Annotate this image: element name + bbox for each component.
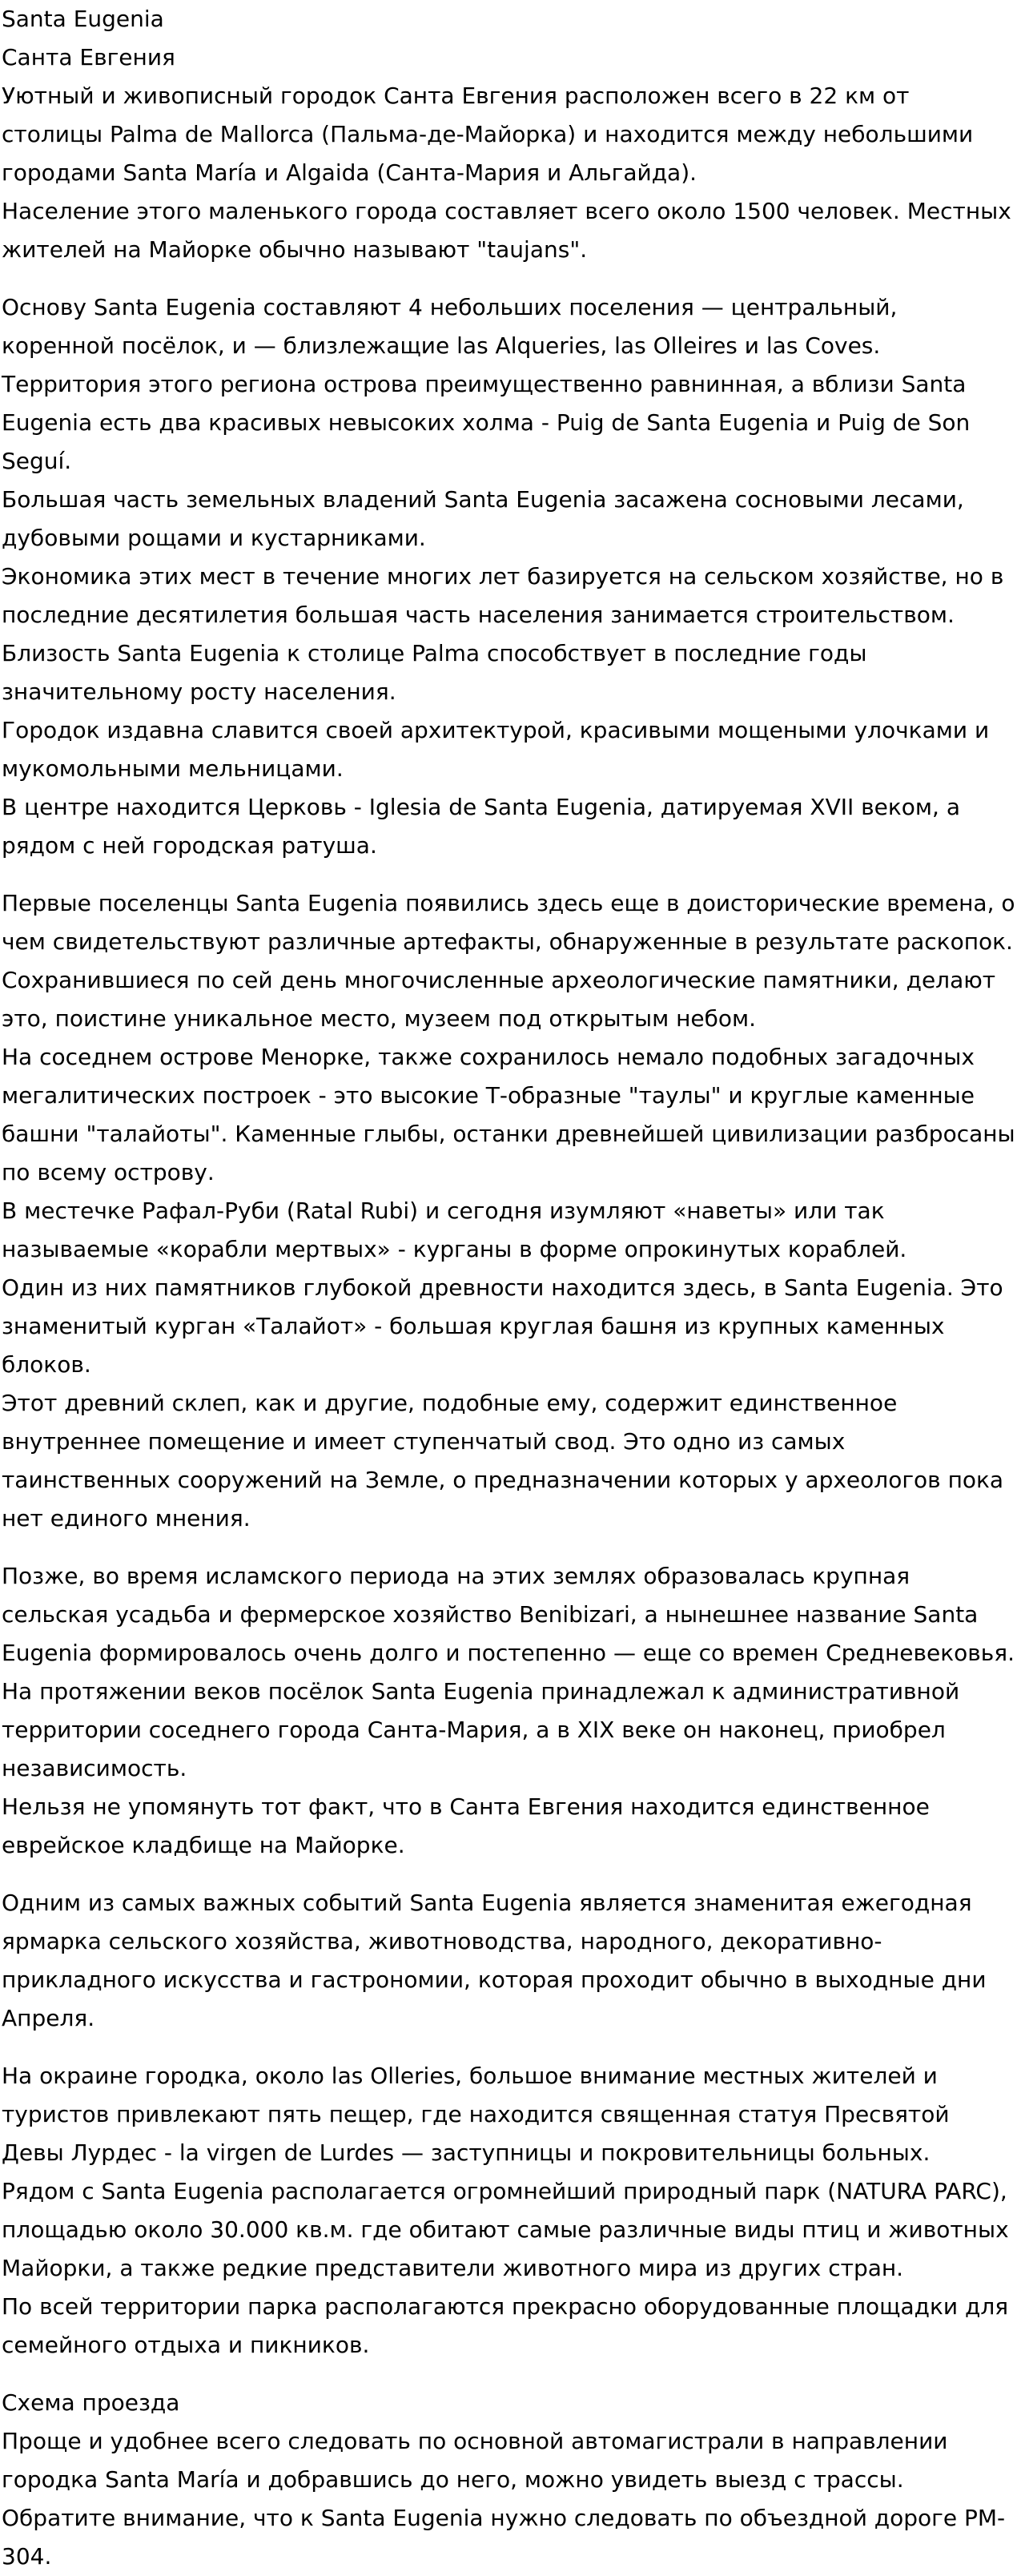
paragraph: Основу Santa Eugenia составляют 4 небольших поселения — центральный, коренной посёлок, и — близлежащие las Alqueries, las Olleires и las Coves. bbox=[2, 294, 898, 359]
document-title-latin: Santa Eugenia bbox=[2, 6, 164, 32]
section-intro bbox=[2, 77, 1017, 269]
paragraph: Сохранившиеся по сей день многочисленные археологические памятники, делают это, поистине уникальное место, музеем под открытым небом. bbox=[2, 967, 996, 1032]
paragraph: Позже, во время исламского периода на этих землях образовалась крупная сельская усадьба и фермерское хозяйство Benibizari, а нынешнее название Santa Eugenia формировалось очень долго и постепенно — еще со времен Средневековья. bbox=[2, 1563, 1015, 1666]
paragraph: Нельзя не упомянуть тот факт, что в Санта Евгения находится единственное еврейское кладбище на Майорке. bbox=[2, 1793, 930, 1858]
paragraph: На соседнем острове Менорке, также сохранилось немало подобных загадочных мегалитических построек - это высокие Т-образные "таулы" и круглые каменные башни "талайоты". Каменные глыбы, останки древнейшей цивилизации разбросаны по всему острову. bbox=[2, 1044, 1015, 1185]
paragraph: Одним из самых важных событий Santa Eugenia является знаменитая ежегодная ярмарка сельского хозяйства, животноводства, народного, декоративно-прикладного искусства и гастрономии, которая проходит обычно в выходные дни Апреля. bbox=[2, 1890, 987, 2031]
paragraph: Территория этого региона острова преимущественно равнинная, а вблизи Santa Eugenia есть два красивых невысоких холма - Puig de Santa Eugenia и Puig de Son Seguí. bbox=[2, 371, 971, 474]
paragraph: Первые поселенцы Santa Eugenia появились здесь еще в доисторические времена, о чем свидетельствуют различные артефакты, обнаруженные в результате раскопок. bbox=[2, 890, 1015, 955]
paragraph: В местечке Рафал-Руби (Ratal Rubi) и сегодня изумляют «наветы» или так называемые «корабли мертвых» - курганы в форме опрокинутых кораблей. bbox=[2, 1197, 907, 1262]
paragraph: Рядом с Santa Eugenia располагается огромнейший природный парк (NATURA PARC), площадью около 30.000 кв.м. где обитают самые различные виды птиц и животных Майорки, а также редкие представители животного мира из других стран. bbox=[2, 2178, 1009, 2281]
paragraph: На протяжении веков посёлок Santa Eugenia принадлежал к административной территории соседнего города Санта-Мария, а в XIX веке он наконец, приобрел независимость. bbox=[2, 1678, 960, 1781]
section-caves-park bbox=[2, 2057, 1017, 2365]
paragraph: Экономика этих мест в течение многих лет базируется на сельском хозяйстве, но в последние десятилетия большая часть населения занимается строительством. bbox=[2, 563, 1004, 628]
document-title-cyrillic: Санта Евгения bbox=[2, 44, 175, 70]
paragraph: По всей территории парка располагаются прекрасно оборудованные площадки для семейного отдыха и пикников. bbox=[2, 2293, 1009, 2358]
section-directions bbox=[2, 2384, 1017, 2576]
paragraph: Проще и удобнее всего следовать по основной автомагистрали в направлении городка Santa María и добравшись до него, можно увидеть выезд с трассы. Обратите внимание, что к Santa Eugenia нужно следовать по объездной дороге PM-304. bbox=[2, 2428, 1006, 2570]
paragraph: Один из них памятников глубокой древности находится здесь, в Santa Eugenia. Это знаменитый курган «Талайот» - большая круглая башня из крупных каменных блоков. bbox=[2, 1274, 1003, 1378]
paragraph: Городок издавна славится своей архитектурой, красивыми мощеными улочками и мукомольными мельницами. bbox=[2, 717, 990, 782]
paragraph: Население этого маленького города составляет всего около 1500 человек. Местных жителей на Майорке обычно называют "taujans". bbox=[2, 198, 1011, 263]
section-settlements bbox=[2, 288, 1017, 865]
section-heading: Схема проезда bbox=[2, 2389, 180, 2416]
paragraph: Большая часть земельных владений Santa Eugenia засажена сосновыми лесами, дубовыми рощами и кустарниками. bbox=[2, 486, 964, 551]
section-islamic-period bbox=[2, 1557, 1017, 1865]
paragraph: Близость Santa Eugenia к столице Palma способствует в последние годы значительному росту населения. bbox=[2, 640, 867, 705]
section-fair bbox=[2, 1884, 1017, 2038]
paragraph: В центре находится Церковь - Iglesia de Santa Eugenia, датируемая XVII веком, а рядом с ней городская ратуша. bbox=[2, 794, 960, 859]
section-history bbox=[2, 884, 1017, 1538]
paragraph: На окраине городка, около las Olleries, большое внимание местных жителей и туристов привлекают пять пещер, где находится священная статуя Пресвятой Девы Лурдес - la virgen de Lurdes — заступницы и покровительницы больных. bbox=[2, 2063, 950, 2166]
paragraph: Уютный и живописный городок Санта Евгения расположен всего в 22 км от столицы Palma de Mallorca (Пальма-де-Майорка) и находится между небольшими городами Santa María и Algaida (Санта-Мария и Альгайда). bbox=[2, 83, 974, 186]
paragraph: Этот древний склеп, как и другие, подобные ему, содержит единственное внутреннее помещение и имеет ступенчатый свод. Это одно из самых таинственных сооружений на Земле, о предназначении которых у археологов пока нет единого мнения. bbox=[2, 1390, 1004, 1532]
